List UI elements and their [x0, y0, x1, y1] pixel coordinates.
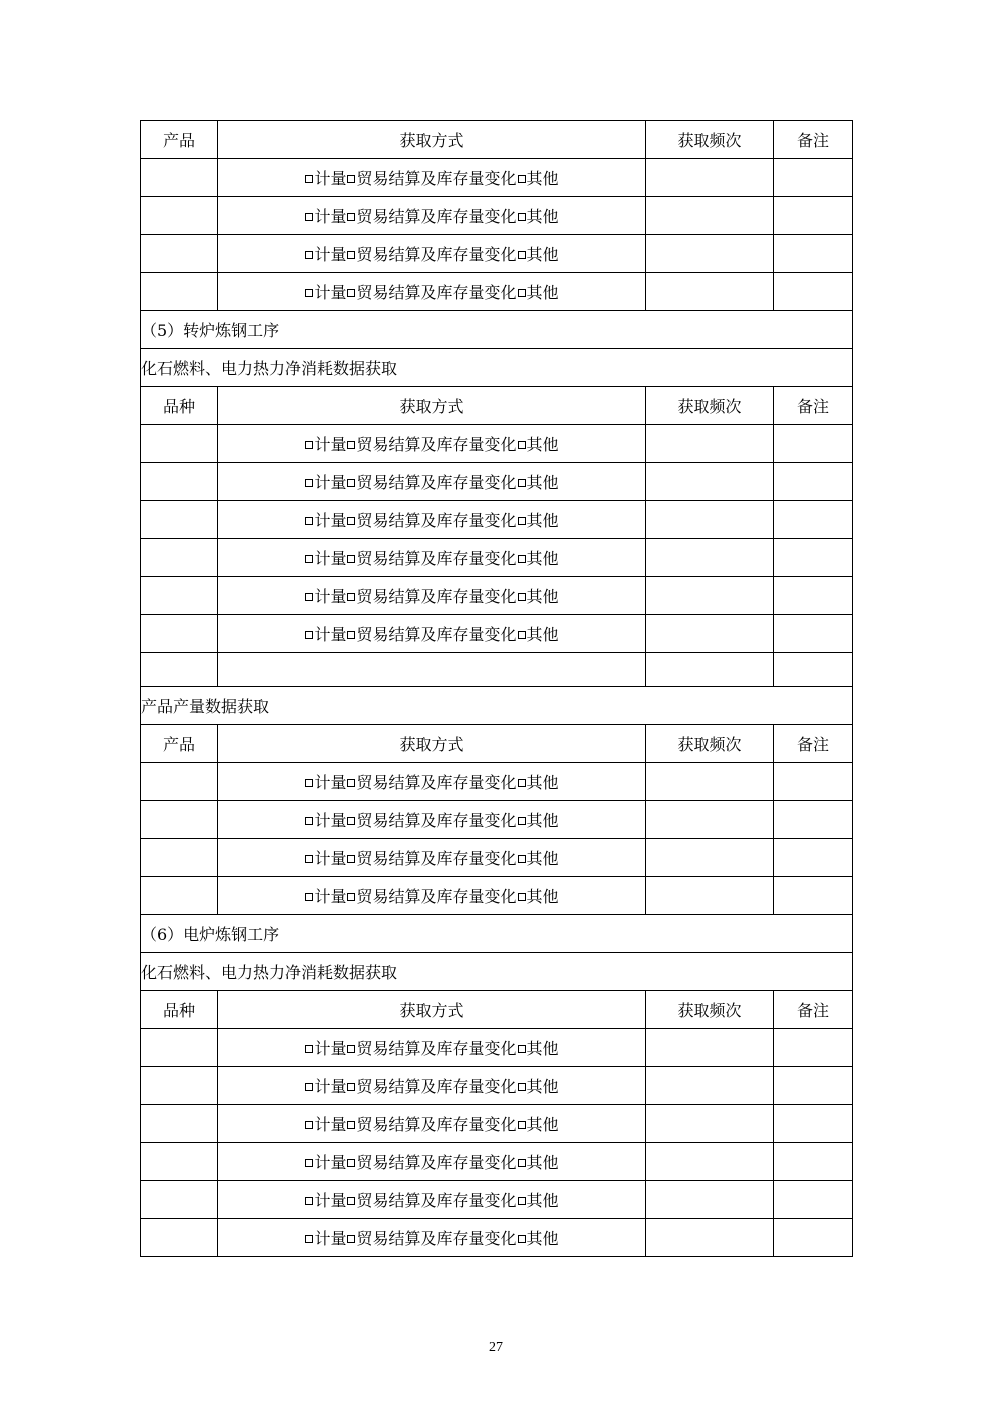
note-cell[interactable] [774, 801, 853, 839]
table-row [141, 615, 853, 653]
trade-settlement-label: 贸易结算及库存量变化 [356, 169, 517, 188]
frequency-cell[interactable] [646, 159, 774, 197]
metering-label: 计量 [314, 1077, 347, 1096]
note-cell[interactable] [774, 501, 853, 539]
section-row [141, 311, 853, 349]
other-checkbox[interactable] [518, 1197, 526, 1205]
item-cell[interactable] [141, 159, 218, 197]
other-label: 其他 [526, 811, 559, 830]
trade-settlement-checkbox[interactable] [347, 479, 355, 487]
trade-settlement-checkbox[interactable] [347, 441, 355, 449]
other-checkbox[interactable] [518, 1235, 526, 1243]
table-row [141, 1181, 853, 1219]
trade-settlement-label: 贸易结算及库存量变化 [356, 1153, 517, 1172]
trade-settlement-label: 贸易结算及库存量变化 [356, 587, 517, 606]
other-label: 其他 [526, 435, 559, 454]
note-cell[interactable] [774, 159, 853, 197]
method-options [218, 159, 646, 197]
table-row [141, 1067, 853, 1105]
note-cell[interactable] [774, 425, 853, 463]
item-cell[interactable] [141, 197, 218, 235]
item-cell[interactable] [141, 501, 218, 539]
col-header-frequency: 获取频次 [646, 387, 774, 425]
metering-checkbox[interactable] [305, 175, 313, 183]
method-options [218, 425, 646, 463]
other-label: 其他 [526, 473, 559, 492]
other-checkbox[interactable] [518, 1121, 526, 1129]
trade-settlement-checkbox[interactable] [347, 817, 355, 825]
trade-settlement-label: 贸易结算及库存量变化 [356, 1229, 517, 1248]
item-cell[interactable] [141, 235, 218, 273]
metering-checkbox[interactable] [305, 893, 313, 901]
section-title-converter-steelmaking: （5）转炉炼钢工序 [141, 311, 853, 349]
note-cell[interactable] [774, 1219, 853, 1257]
trade-settlement-checkbox[interactable] [347, 779, 355, 787]
metering-label: 计量 [314, 587, 347, 606]
item-cell[interactable] [141, 615, 218, 653]
note-cell[interactable] [774, 839, 853, 877]
metering-checkbox[interactable] [305, 1083, 313, 1091]
col-header-frequency: 获取频次 [646, 121, 774, 159]
trade-settlement-checkbox[interactable] [347, 1235, 355, 1243]
item-cell[interactable] [141, 839, 218, 877]
col-header-method: 获取方式 [218, 387, 646, 425]
metering-checkbox[interactable] [305, 593, 313, 601]
trade-settlement-checkbox[interactable] [347, 1159, 355, 1167]
frequency-cell[interactable] [646, 425, 774, 463]
other-label: 其他 [526, 887, 559, 906]
other-checkbox[interactable] [518, 1159, 526, 1167]
table-row [141, 1219, 853, 1257]
col-header-note: 备注 [774, 725, 853, 763]
method-options [218, 615, 646, 653]
metering-checkbox[interactable] [305, 1235, 313, 1243]
col-header-method: 获取方式 [218, 991, 646, 1029]
item-cell[interactable] [141, 539, 218, 577]
note-cell[interactable] [774, 273, 853, 311]
metering-label: 计量 [314, 283, 347, 302]
note-cell[interactable] [774, 197, 853, 235]
trade-settlement-checkbox[interactable] [347, 1197, 355, 1205]
item-cell[interactable] [141, 1105, 218, 1143]
frequency-cell[interactable] [646, 653, 774, 687]
method-options [218, 197, 646, 235]
method-cell[interactable] [218, 653, 646, 687]
section-title-electric-furnace-steelmaking: （6）电炉炼钢工序 [141, 915, 853, 953]
metering-checkbox[interactable] [305, 213, 313, 221]
metering-label: 计量 [314, 245, 347, 264]
method-options [218, 1181, 646, 1219]
method-options [218, 839, 646, 877]
other-checkbox[interactable] [518, 817, 526, 825]
note-cell[interactable] [774, 653, 853, 687]
section-row [141, 915, 853, 953]
trade-settlement-label: 贸易结算及库存量变化 [356, 1115, 517, 1134]
frequency-cell[interactable] [646, 615, 774, 653]
note-cell[interactable] [774, 763, 853, 801]
trade-settlement-label: 贸易结算及库存量变化 [356, 473, 517, 492]
other-label: 其他 [526, 1077, 559, 1096]
frequency-cell[interactable] [646, 1143, 774, 1181]
item-cell[interactable] [141, 273, 218, 311]
trade-settlement-checkbox[interactable] [347, 1083, 355, 1091]
trade-settlement-label: 贸易结算及库存量变化 [356, 207, 517, 226]
subsection-title-product-output: 产品产量数据获取 [141, 687, 853, 725]
other-label: 其他 [526, 169, 559, 188]
metering-checkbox[interactable] [305, 631, 313, 639]
trade-settlement-checkbox[interactable] [347, 1045, 355, 1053]
frequency-cell[interactable] [646, 1219, 774, 1257]
other-checkbox[interactable] [518, 555, 526, 563]
item-cell[interactable] [141, 653, 218, 687]
table-row [141, 1143, 853, 1181]
metering-checkbox[interactable] [305, 441, 313, 449]
trade-settlement-label: 贸易结算及库存量变化 [356, 511, 517, 530]
table-row [141, 801, 853, 839]
trade-settlement-checkbox[interactable] [347, 213, 355, 221]
table-row [141, 1029, 853, 1067]
table-row [141, 577, 853, 615]
method-options [218, 539, 646, 577]
method-options [218, 577, 646, 615]
table-header-row [141, 387, 853, 425]
trade-settlement-label: 贸易结算及库存量变化 [356, 625, 517, 644]
frequency-cell[interactable] [646, 273, 774, 311]
metering-checkbox[interactable] [305, 251, 313, 259]
method-options [218, 801, 646, 839]
note-cell[interactable] [774, 235, 853, 273]
other-checkbox[interactable] [518, 289, 526, 297]
frequency-cell[interactable] [646, 501, 774, 539]
method-options [218, 501, 646, 539]
table-row [141, 273, 853, 311]
col-header-product: 产品 [141, 725, 218, 763]
metering-label: 计量 [314, 1115, 347, 1134]
frequency-cell[interactable] [646, 1029, 774, 1067]
col-header-note: 备注 [774, 991, 853, 1029]
other-label: 其他 [526, 625, 559, 644]
note-cell[interactable] [774, 877, 853, 915]
col-header-method: 获取方式 [218, 121, 646, 159]
item-cell[interactable] [141, 1219, 218, 1257]
trade-settlement-checkbox[interactable] [347, 1121, 355, 1129]
other-label: 其他 [526, 1039, 559, 1058]
other-label: 其他 [526, 1153, 559, 1172]
other-label: 其他 [526, 1191, 559, 1210]
page-number: 27 [489, 1340, 503, 1355]
table-row [141, 877, 853, 915]
table-row [141, 1105, 853, 1143]
trade-settlement-label: 贸易结算及库存量变化 [356, 245, 517, 264]
frequency-cell[interactable] [646, 763, 774, 801]
other-label: 其他 [526, 849, 559, 868]
table-row [141, 763, 853, 801]
frequency-cell[interactable] [646, 801, 774, 839]
item-cell[interactable] [141, 1143, 218, 1181]
table-row [141, 501, 853, 539]
data-acquisition-table [140, 120, 853, 1257]
metering-label: 计量 [314, 435, 347, 454]
metering-checkbox[interactable] [305, 479, 313, 487]
table-header-row [141, 991, 853, 1029]
note-cell[interactable] [774, 1067, 853, 1105]
col-header-variety: 品种 [141, 991, 218, 1029]
trade-settlement-label: 贸易结算及库存量变化 [356, 887, 517, 906]
frequency-cell[interactable] [646, 539, 774, 577]
frequency-cell[interactable] [646, 877, 774, 915]
note-cell[interactable] [774, 1105, 853, 1143]
metering-checkbox[interactable] [305, 1197, 313, 1205]
section-row [141, 953, 853, 991]
other-label: 其他 [526, 1115, 559, 1134]
trade-settlement-label: 贸易结算及库存量变化 [356, 811, 517, 830]
other-checkbox[interactable] [518, 779, 526, 787]
metering-label: 计量 [314, 207, 347, 226]
col-header-note: 备注 [774, 387, 853, 425]
method-options [218, 1219, 646, 1257]
other-label: 其他 [526, 587, 559, 606]
method-options [218, 235, 646, 273]
frequency-cell[interactable] [646, 839, 774, 877]
metering-checkbox[interactable] [305, 779, 313, 787]
table-row [141, 463, 853, 501]
table-row-empty [141, 653, 853, 687]
item-cell[interactable] [141, 425, 218, 463]
trade-settlement-checkbox[interactable] [347, 251, 355, 259]
frequency-cell[interactable] [646, 235, 774, 273]
metering-label: 计量 [314, 169, 347, 188]
metering-label: 计量 [314, 473, 347, 492]
metering-label: 计量 [314, 773, 347, 792]
trade-settlement-checkbox[interactable] [347, 555, 355, 563]
frequency-cell[interactable] [646, 197, 774, 235]
metering-label: 计量 [314, 849, 347, 868]
frequency-cell[interactable] [646, 1181, 774, 1219]
trade-settlement-label: 贸易结算及库存量变化 [356, 773, 517, 792]
method-options [218, 1105, 646, 1143]
note-cell[interactable] [774, 1181, 853, 1219]
other-label: 其他 [526, 1229, 559, 1248]
trade-settlement-checkbox[interactable] [347, 175, 355, 183]
metering-label: 计量 [314, 511, 347, 530]
trade-settlement-checkbox[interactable] [347, 631, 355, 639]
table-header-row [141, 121, 853, 159]
note-cell[interactable] [774, 463, 853, 501]
frequency-cell[interactable] [646, 1105, 774, 1143]
trade-settlement-label: 贸易结算及库存量变化 [356, 549, 517, 568]
col-header-method: 获取方式 [218, 725, 646, 763]
other-label: 其他 [526, 511, 559, 530]
metering-checkbox[interactable] [305, 1045, 313, 1053]
other-label: 其他 [526, 549, 559, 568]
other-checkbox[interactable] [518, 1083, 526, 1091]
metering-label: 计量 [314, 625, 347, 644]
metering-checkbox[interactable] [305, 817, 313, 825]
metering-checkbox[interactable] [305, 517, 313, 525]
table-header-row [141, 725, 853, 763]
other-checkbox[interactable] [518, 893, 526, 901]
note-cell[interactable] [774, 1029, 853, 1067]
method-options [218, 1067, 646, 1105]
other-label: 其他 [526, 773, 559, 792]
col-header-note: 备注 [774, 121, 853, 159]
metering-label: 计量 [314, 549, 347, 568]
other-checkbox[interactable] [518, 175, 526, 183]
frequency-cell[interactable] [646, 463, 774, 501]
table-row [141, 159, 853, 197]
metering-label: 计量 [314, 887, 347, 906]
other-label: 其他 [526, 207, 559, 226]
note-cell[interactable] [774, 615, 853, 653]
table-row [141, 539, 853, 577]
method-options [218, 1143, 646, 1181]
item-cell[interactable] [141, 877, 218, 915]
other-checkbox[interactable] [518, 1045, 526, 1053]
subsection-title-fuel-consumption: 化石燃料、电力热力净消耗数据获取 [141, 349, 853, 387]
metering-label: 计量 [314, 1039, 347, 1058]
trade-settlement-label: 贸易结算及库存量变化 [356, 849, 517, 868]
item-cell[interactable] [141, 463, 218, 501]
trade-settlement-checkbox[interactable] [347, 289, 355, 297]
other-checkbox[interactable] [518, 593, 526, 601]
other-checkbox[interactable] [518, 517, 526, 525]
col-header-frequency: 获取频次 [646, 991, 774, 1029]
metering-checkbox[interactable] [305, 855, 313, 863]
metering-label: 计量 [314, 1153, 347, 1172]
note-cell[interactable] [774, 539, 853, 577]
item-cell[interactable] [141, 801, 218, 839]
table-row [141, 839, 853, 877]
frequency-cell[interactable] [646, 1067, 774, 1105]
metering-checkbox[interactable] [305, 289, 313, 297]
metering-label: 计量 [314, 811, 347, 830]
item-cell[interactable] [141, 577, 218, 615]
trade-settlement-checkbox[interactable] [347, 593, 355, 601]
metering-checkbox[interactable] [305, 1121, 313, 1129]
trade-settlement-checkbox[interactable] [347, 855, 355, 863]
section-row [141, 349, 853, 387]
table-row [141, 425, 853, 463]
section-row [141, 687, 853, 725]
col-header-variety: 品种 [141, 387, 218, 425]
item-cell[interactable] [141, 1067, 218, 1105]
other-checkbox[interactable] [518, 631, 526, 639]
other-checkbox[interactable] [518, 213, 526, 221]
metering-label: 计量 [314, 1191, 347, 1210]
other-checkbox[interactable] [518, 479, 526, 487]
other-label: 其他 [526, 283, 559, 302]
method-options [218, 1029, 646, 1067]
trade-settlement-label: 贸易结算及库存量变化 [356, 283, 517, 302]
col-header-frequency: 获取频次 [646, 725, 774, 763]
other-checkbox[interactable] [518, 855, 526, 863]
frequency-cell[interactable] [646, 577, 774, 615]
trade-settlement-label: 贸易结算及库存量变化 [356, 1039, 517, 1058]
method-options [218, 273, 646, 311]
method-options [218, 763, 646, 801]
metering-checkbox[interactable] [305, 555, 313, 563]
metering-label: 计量 [314, 1229, 347, 1248]
trade-settlement-label: 贸易结算及库存量变化 [356, 1191, 517, 1210]
col-header-product: 产品 [141, 121, 218, 159]
metering-checkbox[interactable] [305, 1159, 313, 1167]
note-cell[interactable] [774, 577, 853, 615]
trade-settlement-label: 贸易结算及库存量变化 [356, 1077, 517, 1096]
trade-settlement-checkbox[interactable] [347, 517, 355, 525]
item-cell[interactable] [141, 763, 218, 801]
item-cell[interactable] [141, 1181, 218, 1219]
trade-settlement-checkbox[interactable] [347, 893, 355, 901]
other-checkbox[interactable] [518, 251, 526, 259]
other-label: 其他 [526, 245, 559, 264]
method-options [218, 877, 646, 915]
note-cell[interactable] [774, 1143, 853, 1181]
item-cell[interactable] [141, 1029, 218, 1067]
table-row [141, 197, 853, 235]
other-checkbox[interactable] [518, 441, 526, 449]
trade-settlement-label: 贸易结算及库存量变化 [356, 435, 517, 454]
table-row [141, 235, 853, 273]
subsection-title-fuel-consumption: 化石燃料、电力热力净消耗数据获取 [141, 953, 853, 991]
method-options [218, 463, 646, 501]
